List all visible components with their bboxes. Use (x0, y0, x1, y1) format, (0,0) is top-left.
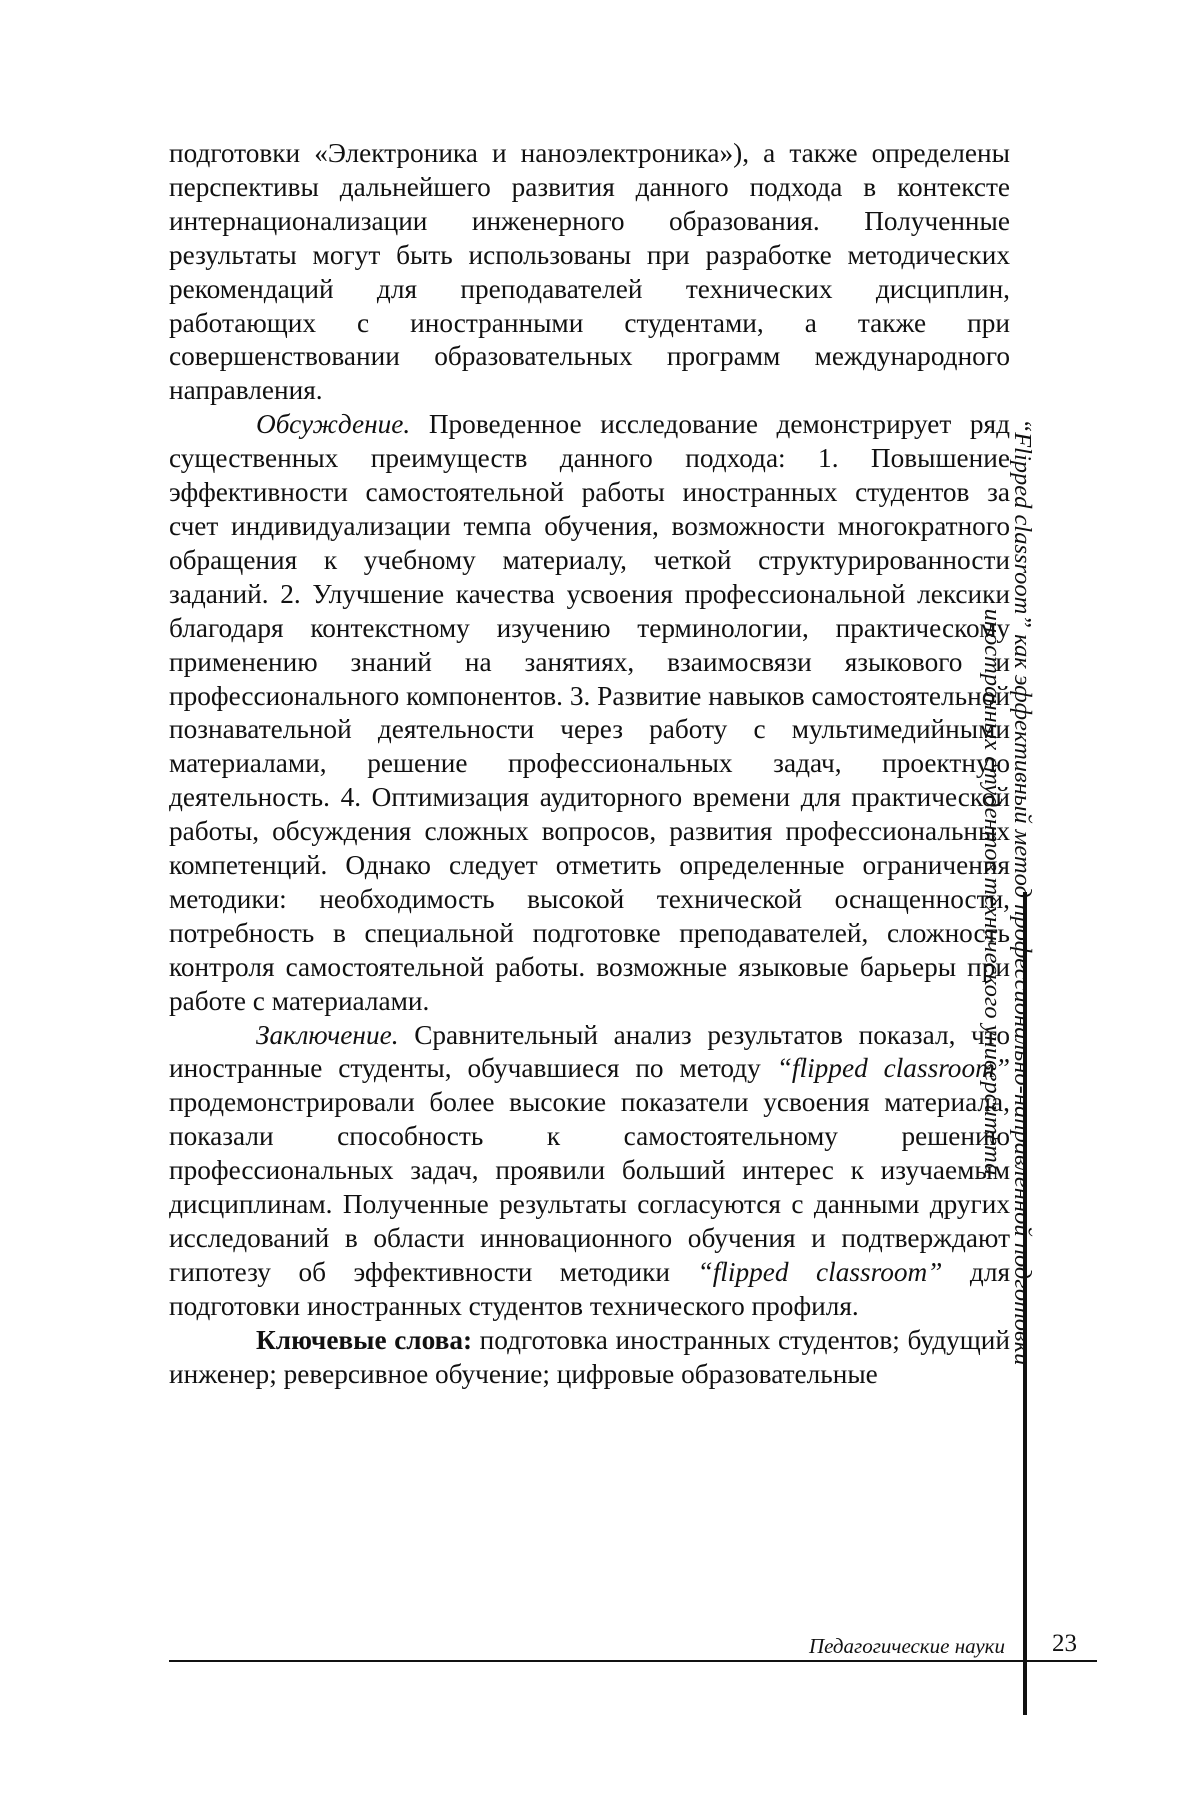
conclusion-label: Заключение. (256, 1020, 399, 1050)
conclusion-text-1: Сравнительный анализ результатов показал, что иностранные студенты, обучавшиеся по методу (169, 1020, 1010, 1084)
vertical-rule (1023, 892, 1027, 1715)
running-head (977, 312, 1037, 1472)
footer-rule (169, 1660, 1097, 1662)
keywords-text: подготовка иностранных студентов; будущий инженер; реверсивное обучение; цифровые образовательные (169, 1325, 1010, 1389)
paragraph-discussion (169, 408, 1010, 1018)
discussion-text: Проведенное исследование демонстрирует ряд существенных преимуществ данного подхода: 1. Повышение эффективности самостоятельной работы иностранных студентов за счет индивидуализации темпа обучения, возможности многократного обращения к учебному материалу, четкой структурированности заданий. 2. Улучшение качества усвоения профессиональной лексики благодаря контекстному изучению терминологии, практическому применению знаний на занятиях, взаимосвязи языкового и профессионального компонентов. 3. Развитие навыков самостоятельной познавательной деятельности через работу с мультимедийными материалами, решение профессиональных задач, проектную деятельность. 4. Оптимизация аудиторного времени для практической работы, обсуждения сложных вопросов, развития профессиональных компетенций. Однако следует отметить определенные ограничения методики: необходимость высокой технической оснащенности, потребность в специальной подготовке преподавателей, сложность контроля самостоятельной работы. возможные языковые барьеры при работе с материалами. (169, 409, 1010, 1015)
footer-section-title: Педагогические науки (809, 1634, 1005, 1658)
paragraph-methods-results: подготовки «Электроника и наноэлектроника»), а также определены перспективы дальнейшего развития данного подхода в контексте интернационализации инженерного образования. Полученные результаты могут быть использованы при разработке методических рекомендаций для преподавателей технических дисциплин, работающих с иностранными студентами, а также при совершенствовании образовательных программ международного направления. (169, 137, 1010, 408)
running-head-line-2: иностранных студентов технического университета (977, 312, 1007, 1472)
conclusion-text-3: для подготовки иностранных студентов технического профиля. (169, 1257, 1010, 1321)
discussion-label: Обсуждение. (256, 409, 410, 439)
running-head-line-1 (1007, 312, 1037, 1472)
paragraph-conclusion (169, 1019, 1010, 1324)
conclusion-term-1: “flipped classroom” (777, 1053, 1010, 1083)
keywords-label: Ключевые слова: (256, 1325, 472, 1355)
conclusion-term-2: “flipped classroom” (698, 1257, 943, 1287)
conclusion-text-2: продемонстрировали более высокие показатели усвоения материала, показали способность к самостоятельному решению профессиональных задач, проявили больший интерес к изучаемым дисциплинам. Полученные результаты согласуются с данными других исследований в области инновационного обучения и подтверждают гипотезу об эффективности методики (169, 1087, 1010, 1287)
article-body (169, 137, 1010, 1392)
paragraph-keywords (169, 1324, 1010, 1392)
page-number: 23 (1052, 1630, 1077, 1658)
